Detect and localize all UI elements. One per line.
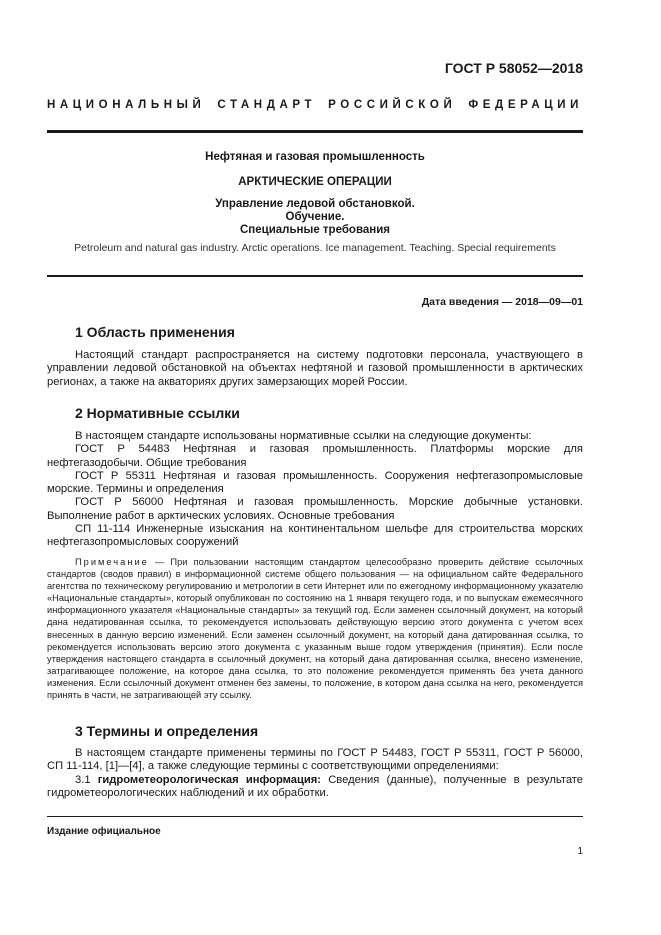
document-number: ГОСТ Р 58052—2018 [444,60,583,76]
section-2-references [47,430,583,550]
section-1-heading: 1 Область применения [75,324,235,340]
section-3-text [47,747,583,800]
section-1-text: Настоящий стандарт распространяется на систему подготовки персонала, участвующего в управлении ледовой обстановкой на объектах нефтяной и газовой промышленности в арктических регионах, а также на акваториях других замерзающих морей России. [47,349,583,388]
introduction-date: Дата введения — 2018—09—01 [421,296,583,308]
subtitle-line-1: Управление ледовой обстановкой. [215,198,415,210]
reference-item: ГОСТ Р 56000 Нефтяная и газовая промышленность. Морские добычные установки. Выполнение работ в арктических условиях. Основные требования [47,496,583,522]
note-label: Примечание [75,557,149,567]
subtitle-line-2: Обучение. [285,211,345,223]
title-subtitle [47,198,583,237]
title-industry: Нефтяная и газовая промышленность [205,151,425,163]
term-definition: Сведения (данные), полученные в результате гидрометеорологических наблюдений и их обработки. [47,773,584,799]
subtitle-line-3: Специальные требования [240,224,390,236]
title-english: Petroleum and natural gas industry. Arctic operations. Ice management. Teaching. Special requirements [74,242,556,254]
national-standard-banner: НАЦИОНАЛЬНЫЙ СТАНДАРТ РОССИЙСКОЙ ФЕДЕРАЦИИ [47,99,583,111]
title-main: АРКТИЧЕСКИЕ ОПЕРАЦИИ [238,176,392,188]
page-number: 1 [577,846,583,857]
references-note [47,556,583,701]
note-text: — При пользовании настоящим стандартом целесообразно проверить действие ссылочных стандартов (сводов правил) в информационной системе общего пользования — на официальном сайте Федерального агентства по техническому регулированию и метрологии в сети Интернет или по ежегодному информационному указателю «Национальные стандарты», который опубликован по состоянию на 1 января текущего года, и по выпускам ежемесячного информационного указателя «Национальные стандарты» за текущий год. Если заменен ссылочный документ, на который дана недатированная ссылка, то рекомендуется использовать действующую версию этого документа с учетом всех внесенных в данную версию изменений. Если заменен ссылочный документ, на который дана датированная ссылка, то рекомендуется использовать версию этого документа с указанным выше годом утверждения (принятия). Если после утверждения настоящего стандарта в ссылочный документ, на который дана датированная ссылка, внесено изменение, затрагивающее положение, на которое дана ссылка, то это положение рекомендуется применять без учета данного изменения. Если ссылочный документ отменен без замены, то положение, в котором дана ссылка на него, рекомендуется принять в части, не затрагивающей эту ссылку. [47,557,583,701]
terms-intro: В настоящем стандарте применены термины по ГОСТ Р 54483, ГОСТ Р 55311, ГОСТ Р 56000, СП 11-114, [1]—[4], а также следующие термины с соответствующими определениями: [47,747,583,773]
reference-item: ГОСТ Р 55311 Нефтяная и газовая промышленность. Сооружения нефтегазопромысловые морские. Термины и определения [47,469,583,496]
reference-item: ГОСТ Р 54483 Нефтяная и газовая промышленность. Платформы морские для нефтегазодобычи. Общие требования [47,443,583,469]
references-intro: В настоящем стандарте использованы нормативные ссылки на следующие документы: [75,430,532,442]
term-name: гидрометеорологическая информация: [97,773,322,786]
title-rule [47,275,583,277]
term-3-1: 3.1 гидрометеорологическая информация: Сведения (данные), полученные в результате гидрометеорологических наблюдений и их обработки. [47,773,584,799]
section-3-heading: 3 Термины и определения [75,723,259,739]
section-2-heading: 2 Нормативные ссылки [75,405,240,421]
reference-item: СП 11-114 Инженерные изыскания на континентальном шельфе для строительства морских нефтегазопромысловых сооружений [47,523,583,549]
official-edition-label: Издание официальное [47,826,161,837]
header-rule [47,130,583,133]
footer-rule [47,816,583,817]
